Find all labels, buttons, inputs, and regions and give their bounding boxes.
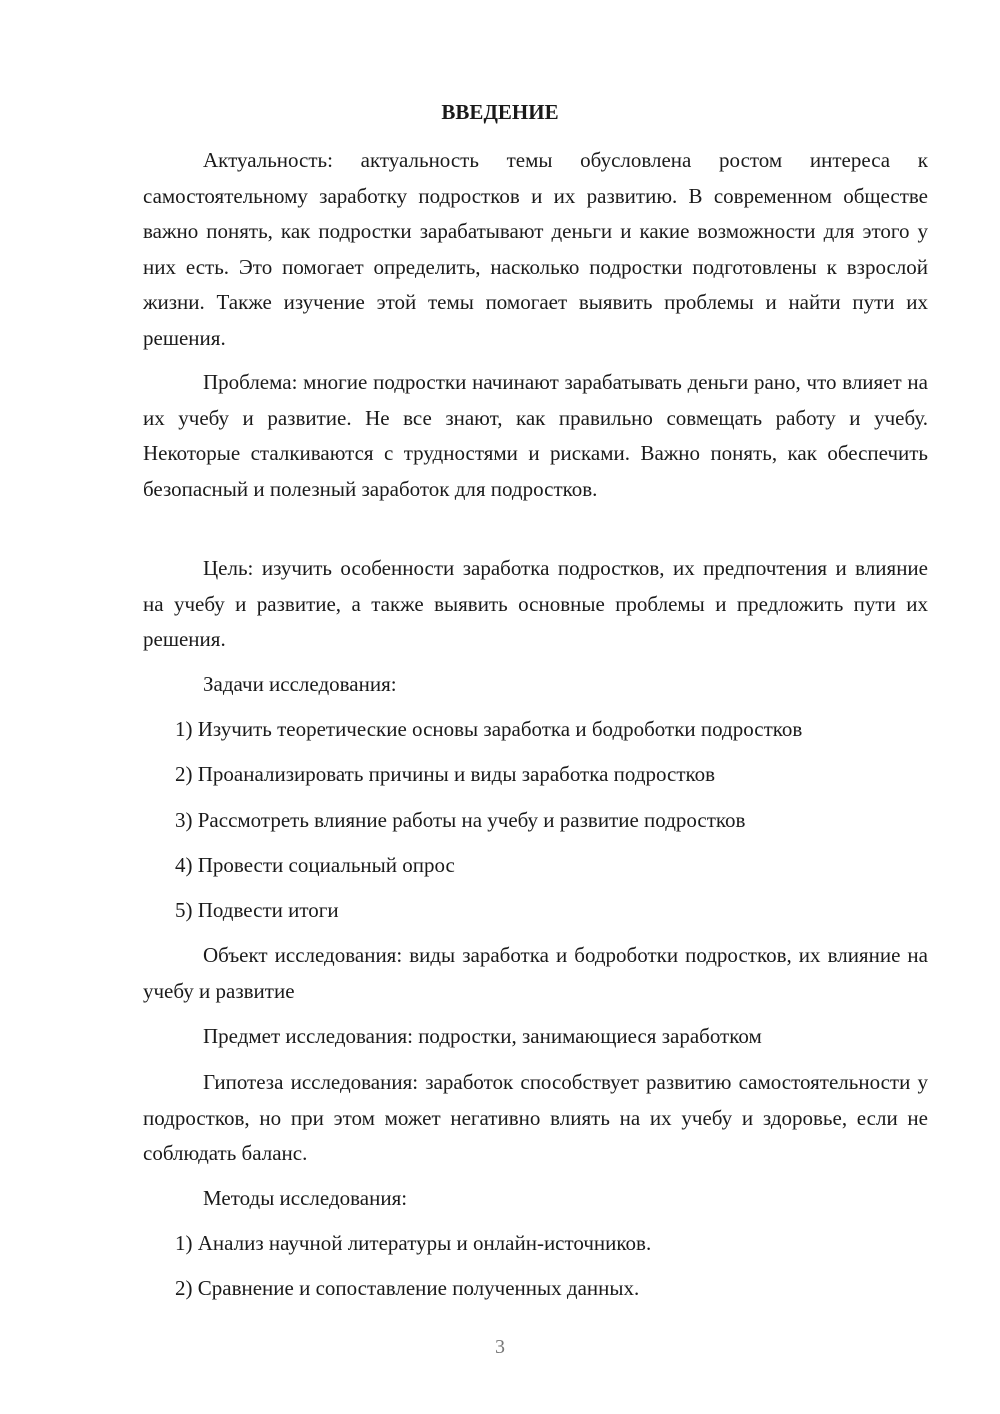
relevance-paragraph: Актуальность: актуальность темы обусловлена ростом интереса к самостоятельному заработку подростков и их развитию. В современном обществе важно понять, как подростки зарабатывают деньги и какие возможности для этого у них есть. Это помогает определить, насколько подростки подготовлены к взрослой жизни. Также изучение этой темы помогает выявить проблемы и найти пути их решения. <box>143 148 928 350</box>
problem-paragraph: Проблема: многие подростки начинают зарабатывать деньги рано, что влияет на их учебу и развитие. Не все знают, как правильно совмещать работу и учебу. Некоторые сталкиваются с трудностями и рисками. Важно понять, как обеспечить безопасный и полезный заработок для подростков. <box>143 370 928 501</box>
object-paragraph: Объект исследования: виды заработка и бодроботки подростков, их влияние на учебу и развитие <box>143 943 928 1003</box>
method-item: 1) Анализ научной литературы и онлайн-источников. <box>175 1231 652 1255</box>
subject-paragraph: Предмет исследования: подростки, занимающиеся заработком <box>203 1024 762 1048</box>
goal-paragraph: Цель: изучить особенности заработка подростков, их предпочтения и влияние на учебу и развитие, а также выявить основные проблемы и предложить пути их решения. <box>143 556 928 651</box>
task-item: 5) Подвести итоги <box>175 898 339 922</box>
task-item: 2) Проанализировать причины и виды заработка подростков <box>175 762 716 786</box>
method-item: 2) Сравнение и сопоставление полученных данных. <box>175 1276 640 1300</box>
hypothesis-paragraph: Гипотеза исследования: заработок способствует развитию самостоятельности у подростков, но при этом может негативно влиять на их учебу и здоровье, если не соблюдать баланс. <box>143 1070 928 1165</box>
page-title: ВВЕДЕНИЕ <box>441 100 559 124</box>
task-item: 4) Провести социальный опрос <box>175 853 455 877</box>
methods-label: Методы исследования: <box>203 1186 408 1210</box>
tasks-label: Задачи исследования: <box>203 672 397 696</box>
task-item: 3) Рассмотреть влияние работы на учебу и развитие подростков <box>175 808 746 832</box>
task-item: 1) Изучить теоретические основы заработка и бодроботки подростков <box>175 717 803 741</box>
page-number: 3 <box>495 1336 505 1358</box>
